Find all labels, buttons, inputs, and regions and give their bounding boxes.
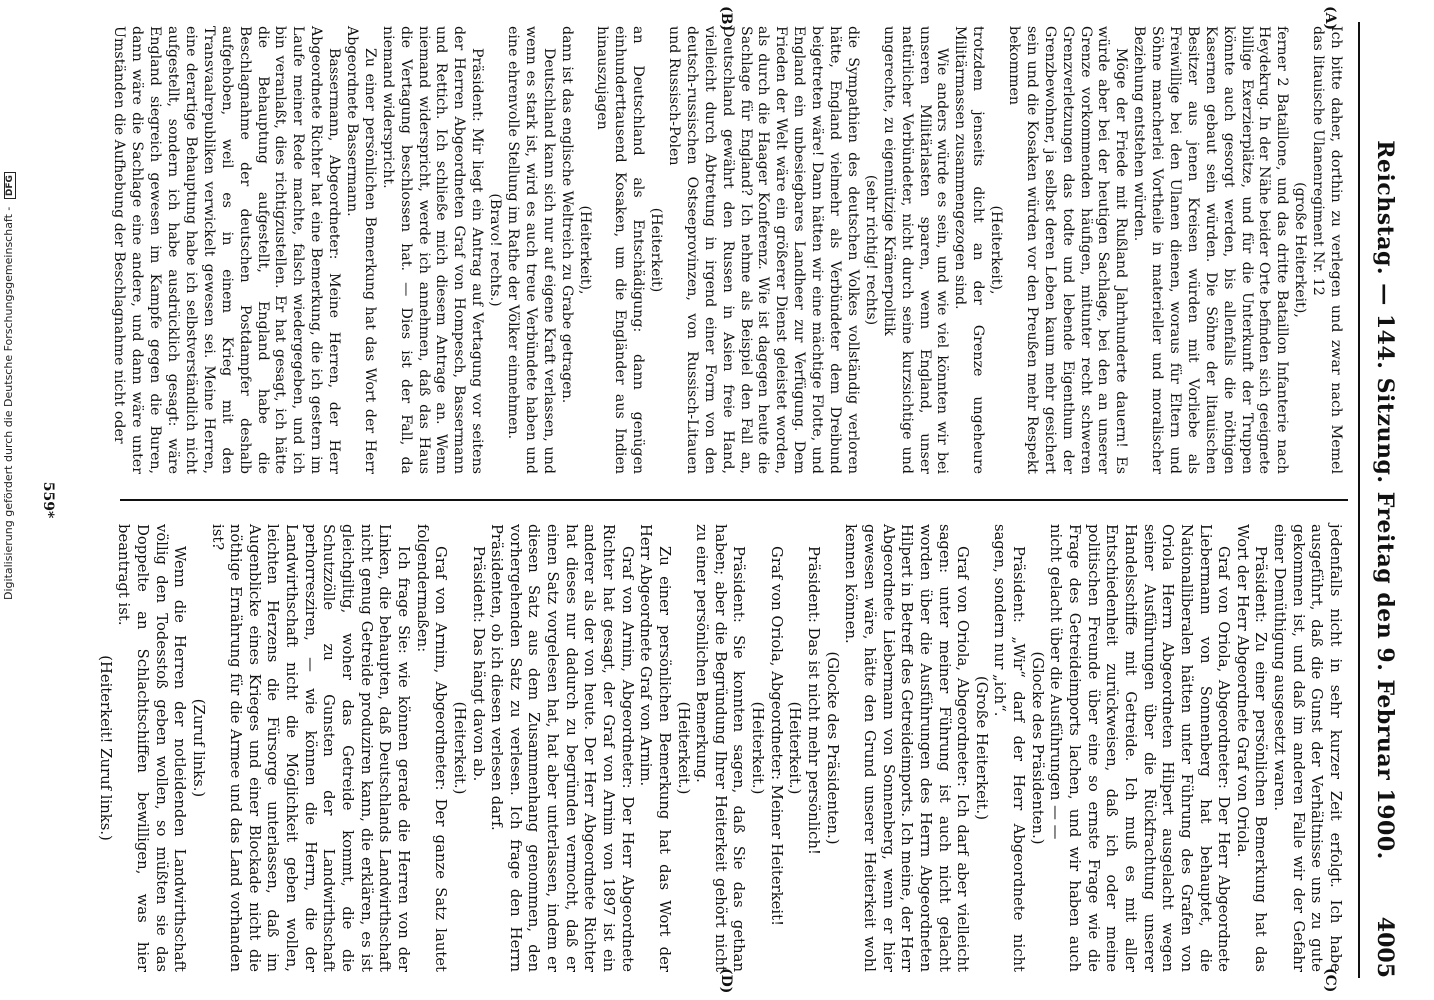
interjection: (Heiterkeit.) xyxy=(786,701,804,795)
speech-president: Präsident: Zu einer persönlichen Bemerkung hat das Wort der Herr Abgeordnete Graf von Oriola. xyxy=(1233,524,1270,972)
interjection: (Heiterkeit), xyxy=(988,205,1005,295)
paragraph: ferner 2 Bataillone, und das dritte Bataillon Infanterie nach Heydekrug. In der Nähe beider Orte befinden sich geeignete billige Exerzierplätze, und für die Unterkunft der Truppen könnte auch gesorgt werden, bis allenfalls die nöthigen Kasernen gebaut sein würden. Die Söhne der litauischen Besitzer aus jenen Kreisen würden mit Vorliebe als Freiwillige bei den Ulanen dienen, woraus für Eltern und Söhne mancherlei Vortheile in materieller und moralischer Beziehung entstehen würden. xyxy=(1131,26,1291,474)
right-column xyxy=(95,524,1344,972)
speech-president: Präsident: Das ist nicht mehr persönlich! xyxy=(805,546,823,855)
interjection: (Glocke des Präsidenten.) xyxy=(1028,651,1046,845)
column-divider xyxy=(120,499,1348,501)
interjection: (große Heiterkeit), xyxy=(1292,182,1309,318)
interjection: (Zuruf links.) xyxy=(189,698,207,798)
speech-arnim: Graf von Arnim, Abgeordneter: Der Herr Abgeordnete Richter hat gesagt, der Graf von Arnim von 1897 ist ein anderer als der von heute. Der Herr Abgeordnete Richter hat dieses nur dadurch zu begründen vermocht, daß er einen Satz vorgelesen hat, hat aber unterlassen, indem er diesen Satz aus dem Zusammenhang genommen, den vorhergehenden Satz zu verlesen. Ich frage den Herrn Präsidenten, ob ich diesen verlesen darf. xyxy=(488,524,636,972)
margin-mark-c: (C) xyxy=(1322,968,1338,993)
margin-mark-b: (B) xyxy=(718,6,734,32)
interjection: (Heiterkeit.) xyxy=(749,701,767,795)
page-header xyxy=(1366,22,1406,978)
header-rule xyxy=(1358,22,1360,978)
margin-mark-d: (D) xyxy=(718,968,734,994)
header-page-number: 4005 xyxy=(1372,916,1398,978)
speech-oriola: Graf von Oriola, Abgeordneter: Ich darf aber vielleicht sagen: unter meiner Führung ist auch nicht gelacht worden über die Ausführungen des Herrn Abgeordneten Hilpert in Betreff des Getreideimports. Ich meine, der Herr Abgeordnete Liebermann von Sonnenberg, wenn er hier gewesen wäre, hätte den Grund unserer Heiterkeit wohl kennen können. xyxy=(842,524,972,972)
speech-president: Präsident: „Wir“ darf der Herr Abgeordnete nicht sagen, sondern nur „ich“. xyxy=(991,524,1028,972)
paragraph: Zu einer persönlichen Bemerkung hat das Wort der Herr Abgeordnete Graf von Arnim. xyxy=(637,524,673,972)
paragraph: Deutschland kann sich nur auf eigene Kraft verlassen, und wenn es stark ist, wird es auch treue Verbündete haben und eine ehrenvolle Stellung im Rathe der Völker einnehmen. xyxy=(505,26,557,474)
paragraph: Zu einer persönlichen Bemerkung hat das Wort der Herr Abgeordnete Bassermann. xyxy=(344,26,378,474)
speech-president: Präsident: Sie konnten sagen, daß Sie das gethan haben; aber die Begründung Ihrer Heiterkeit gehört nicht zu einer persönlichen Bemerkung. xyxy=(693,524,748,972)
margin-mark-a: (A) xyxy=(1322,6,1338,31)
digitization-credit xyxy=(2,175,16,600)
left-column xyxy=(110,26,1344,474)
speech-president: Präsident: Das hängt davon ab. xyxy=(469,546,487,782)
quotation: Wenn die Herren der notleidenden Landwirthschaft völlig den Todesstoß geben wollen, so müßten sie das Doppelte an Schlachtschiffen bewilligen, was hier beantragt ist. xyxy=(115,524,189,972)
page-marker: 559* xyxy=(40,481,56,519)
paragraph: Wie anders würde es sein, und wie viel könnten wir bei unseren Militärlasten sparen, wenn England, unser natürlicher Verbündeter, nicht durch seine kurzsichtige und ungerechte, zu eigennützige Krämerpolitik xyxy=(880,26,951,474)
speech-oriola: Graf von Oriola, Abgeordneter: Meiner Heiterkeit! xyxy=(767,546,785,927)
interjection: (sehr richtig! rechts) xyxy=(862,174,879,326)
speech-arnim: Graf von Arnim, Abgeordneter: Der ganze Satz lautet folgendermaßen: xyxy=(413,524,450,972)
speech-president: Präsident: Mir liegt ein Antrag auf Vertagung vor seitens der Herren Abgeordneten Graf von Hompesch, Bassermann und Rettich. Ich schließe mich diesem Antrage an. Wenn niemand widerspricht, werde ich annehmen, daß das Haus die Vertagung beschlossen hat. — Dies ist der Fall, da niemand widerspricht. xyxy=(379,26,486,474)
paragraph: jedenfalls nicht in sehr kurzer Zeit erfolgt. Ich habe ausgeführt, daß die Gunst der Verhältnisse uns zu gute gekommen ist, und daß im anderen Falle wir der Gefahr einer Demüthigung ausgesetzt waren. xyxy=(1271,524,1344,972)
paragraph: Möge der Friede mit Rußland Jahrhunderte dauern! Es würde aber bei der heutigen Sachlage, bei den an unserer Grenze vorkommenden häufigen, mitunter recht schweren Grenzverletzungen das todte und lebende Eigenthum der Grenzbewohner, ja selbst deren Leben kaum mehr gesichert sein und die Kosaken würden vor den Preußen mehr Respekt bekommen xyxy=(1005,26,1130,474)
paragraph: trotzdem jenseits dicht an der Grenze ungeheure Militärmassen zusammengezogen sind. xyxy=(952,26,987,474)
dfg-logo-icon: DFG xyxy=(4,172,16,199)
interjection: (Heiterkeit.) xyxy=(674,701,692,795)
interjection: (Große Heiterkeit.) xyxy=(972,676,990,820)
paragraph: die Sympathien des deutschen Volkes vollständig verloren hätte, England vielmehr als Verbündeter dem Dreibund beigetreten wäre! Dann hätten wir eine mächtige Flotte, und England ein unbesiegbares Landheer zur Verfügung. Dem Frieden der Welt wäre ein größerer Dienst geleistet worden, als durch die Haager Konferenz. Wie ist dagegen heute die Sachlage für England? Ich nehme als Beispiel den Fall an, Deutschland gewährt den Russen in Asien freie Hand, vielleicht durch Abtretung in irgend einer Form von den deutsch-russischen Ostseeprovinzen, von Russisch-Litauen und Russisch-Polen xyxy=(666,26,861,474)
interjection: (Heiterkeit), xyxy=(576,205,593,295)
header-title: Reichstag. — 144. Sitzung. Freitag den 9. Februar 1900. xyxy=(1372,140,1398,860)
interjection: (Heiterkeit.) xyxy=(450,701,468,795)
credit-text: Digitalisierung gefördert durch die Deutsche Forschungsgemeinschaft - xyxy=(2,206,15,600)
interjection: (Heiterkeit) xyxy=(648,207,665,293)
paragraph: dann ist das englische Weltreich zu Grabe getragen. xyxy=(558,26,575,404)
paragraph: Ich bitte daher, dorthin zu verlegen und zwar nach Memel das litauische Ulanenregiment Nr. 12 xyxy=(1310,26,1344,474)
paragraph: an Deutschland als Entschädigung: dann genügen einhunderttausend Kosaken, um die Engländer aus Indien hinauszujagen xyxy=(594,26,647,474)
interjection: (Glocke des Präsidenten.) xyxy=(823,651,841,845)
interjection: (Heiterkeit! Zuruf links.) xyxy=(96,655,114,841)
speech-bassermann: Bassermann, Abgeordneter: Meine Herren, der Herr Abgeordnete Richter hat eine Bemerkung, die ich gestern im Laufe meiner Rede machte, falsch wiedergegeben, und ich bin veranlaßt, dies richtigzustellen. Er hat gesagt, ich hätte die Behauptung aufgestellt, England habe die Beschlagnahme der deutschen Postdampfer deshalb aufgehoben, weil es in einem Krieg mit den Transvaalrepubliken verwickelt gewesen sei. Meine Herren, eine derartige Behauptung habe ich selbstverständlich nicht aufgestellt, sondern ich habe ausdrücklich gesagt: wäre England siegreich gewesen im Kampfe gegen die Buren, dann wäre die Sachlage eine andere, und dann wäre unter Umständen die Aufhebung der Beschlagnahme nicht oder xyxy=(111,26,343,474)
speech-oriola: Graf von Oriola, Abgeordneter: Der Herr Abgeordnete Liebermann von Sonnenberg hat behauptet, die Nationalliberalen hätten unter Führung des Grafen von Oriola Herrn Abgeordneten Hilpert ausgelacht wegen seiner Ausführungen über die Rückfrachtung unserer Handelsschiffe mit Getreide. Ich muß es mit aller Entschiedenheit zurückweisen, daß ich oder meine politischen Freunde über eine so ernste Frage wie die Frage des Getreideimports lachen, und wir haben auch nicht gelacht über die Ausführungen — — xyxy=(1047,524,1233,972)
interjection: (Bravo! rechts.) xyxy=(487,193,504,307)
quotation: Ich frage Sie: wie können gerade die Herren von der Linken, die behaupten, daß Deutschlands Landwirthschaft nicht genug Getreide produziren kann, die erklären, es ist gleichgiltig, woher das Getreide kommt, die die Schutzzölle zu Gunsten der Landwirthschaft perhorresziren, — wie können die Herrn, die der Landwirthschaft nicht die Möglichkeit geben wollen, leichten Herzens die Fürsorge unterlassen, daß im Augenblicke eines Krieges und einer Blockade nicht die nöthige Ernährung für die Armee und das Land vorhanden ist? xyxy=(208,524,412,972)
